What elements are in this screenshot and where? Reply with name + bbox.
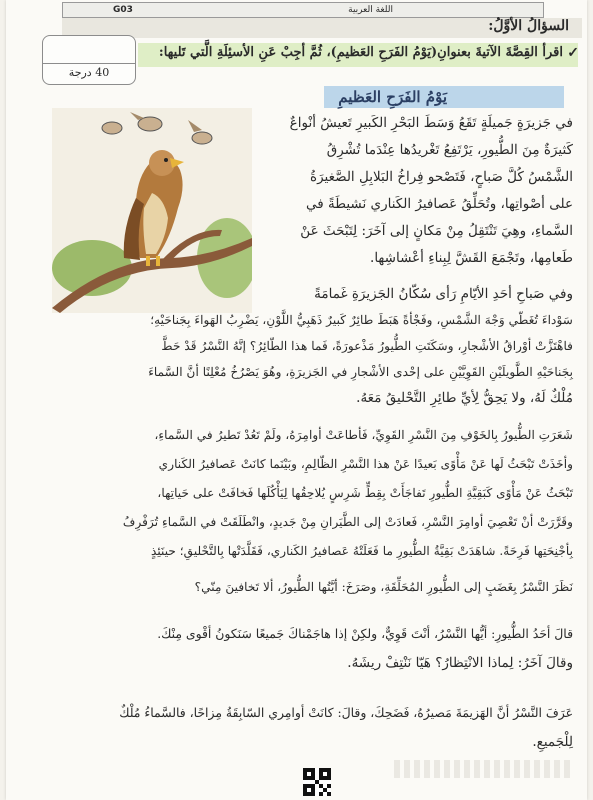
score-box <box>42 35 136 85</box>
story-line: نَظَرَ النَّسْرُ بِغَضَبٍ إلى الطُّيورِ المُحَلِّقَةِ، وصَرَخَ: أيَّتُها الطُّيورُ، ألا تَخافينَ مِنّي؟ <box>194 580 573 594</box>
story-line: فاهْتَزَّتْ أوْراقُ الأشْجارِ، وسَكَتَتِ الطُّيورُ مَذْعورَةً، فَما هذا الطّائِرُ؟ إنَّهُ النَّسْرُ قَدْ حَطَّ <box>161 339 573 353</box>
story-line: السَّماءِ، وهِيَ تَنْتَقِلُ مِنْ مَكانٍ إلى آخَرَ: لِتَبْحَثَ عَنْ <box>300 223 573 239</box>
story-line: بِأجْنِحَتِها فَرِحَةً. شاهَدَتْ بَقِيَّةُ الطُّيورِ ما فَعَلَتْهُ عَصافيرُ الكَناري، فَقَلَّدَتْها بِالتَّحْليقِ؛ حينَئِذٍ <box>150 544 573 558</box>
story-line: كَثيرَةٌ مِنَ الطُّيورِ، يَرْتَفِعُ تَغْريدُها عِنْدَما تُشْرِقُ <box>326 142 573 158</box>
story-line: عَرَفَ النَّسْرُ أنَّ الهَزيمَةَ مَصيرُهُ، فَضَحِكَ، وقالَ: كانَتْ أوامِري السّابِقَةُ مِزاحًا، فالسَّماءُ مُلْكٌ <box>119 705 573 720</box>
story-line: مُلْكٌ لَهُ، ولا يَحِقُّ لِأيِّ طائِرِ التَّحْليقُ مَعَهُ. <box>356 390 573 406</box>
question-title: السؤالُ الأوَّلُ: <box>488 18 569 34</box>
score-label: 40 درجة <box>68 66 110 79</box>
top-header-bar <box>62 2 544 18</box>
story-line: طَعامِها، وتَجْمَعَ القَشَّ لِبِناءِ أعْشاشِها. <box>370 250 573 266</box>
story-line: لِلْجَميعِ. <box>532 734 573 750</box>
score-divider <box>43 63 135 64</box>
story-line: شَعَرَتِ الطُّيورُ بِالخَوْفِ مِنَ النَّسْرِ القَوِيِّ، فَأطاعَتْ أوامِرَهُ، ولَمْ تَعُدْ تَطيرُ في السَّماءِ، <box>154 428 573 442</box>
story-title: يَوْمُ الفَرَحِ العَظيمِ <box>338 88 447 106</box>
qr-code-icon <box>303 768 331 796</box>
grade-code: G03 <box>113 5 133 15</box>
eagle-illustration <box>52 108 252 313</box>
story-line: في جَزيرَةٍ جَميلَةٍ تَقَعُ وَسَطَ البَحْرِ الكَبيرِ تَعيشُ أنْواعٌ <box>289 115 573 131</box>
story-line: سَوْداءَ تُغَطّي وَجْهَ الشَّمْسِ، وفَجْأةً هَبَطَ طائِرٌ كَبيرٌ ذَهَبِيُّ اللَّوْنِ، يَضْرِبُ الهَواءَ بِجَناحَيْهِ؛ <box>150 313 573 327</box>
check-icon: ✓ <box>567 45 579 61</box>
story-line: وقالَ آخَرُ: لِماذا الانْتِظارُ؟ هَيّا نَنْتِفْ ريشَهُ. <box>347 655 573 671</box>
decorative-stripe <box>394 760 574 778</box>
story-line: الشَّمْسُ كُلَّ صَباحٍ، فَتَصْحو فِراخُ البَلابِلِ الصَّغيرَةُ <box>310 169 573 185</box>
story-line: تَبْحَثُ عَنْ مَأْوًى كَبَقِيَّةِ الطُّيورِ تَفاجَأَتْ بِقِطٍّ شَرِسٍ يُلاحِقُها لِيَأْكُلَها فَخافَتْ على حَياتِها، <box>157 486 573 500</box>
story-line: على أصْواتِها، وتُحَلِّقُ عَصافيرُ الكَناري نَشيطَةً في <box>306 196 573 212</box>
subject-label: اللغة العربية <box>348 5 393 15</box>
instruction-text: اقرأ القِصَّةَ الآتيةَ بعنوانِ(يَوْمُ الفَرَحِ العَظيمِ)، ثُمَّ أجِبْ عَنِ الأسئِلَةِ الَّتي تَليها: <box>158 45 563 60</box>
story-line: وأخَذَتْ تَبْحَثُ لَها عَنْ مَأْوًى بَعيدًا عَنْ هذا النَّسْرِ الظّالِمِ، وبَيْنَما كانَتْ عَصافيرُ الكَناري <box>158 457 573 471</box>
story-line: بِجَناحَيْهِ الطَّويلَيْنِ القَوِيَّيْنِ على إحْدى الأشْجارِ في الجَزيرَةِ، وهُوَ يَصْرُخُ مُعْلِنًا أنَّ السَّماءَ <box>148 365 573 379</box>
story-line: وقَرَّرَتْ أنْ تَعْصِيَ أوامِرَ النَّسْرِ، فَعادَتْ إلى الطَّيَرانِ مِنْ جَديدٍ، وانْطَلَقَتْ في السَّماءِ تُرَفْرِفُ <box>122 515 573 529</box>
story-line: قالَ أحَدُ الطُّيورِ: أيُّها النَّسْرُ، أنْتَ قَوِيٌّ، ولكِنْ إذا هاجَمْناكَ جَميعًا سَنَكونُ أقْوى مِنْكَ. <box>157 626 573 641</box>
story-line: وفي صَباحِ أحَدِ الأيّامِ رَأى سُكّانُ الجَزيرَةِ غَمامَةً <box>314 286 573 302</box>
worksheet-page <box>6 0 587 800</box>
